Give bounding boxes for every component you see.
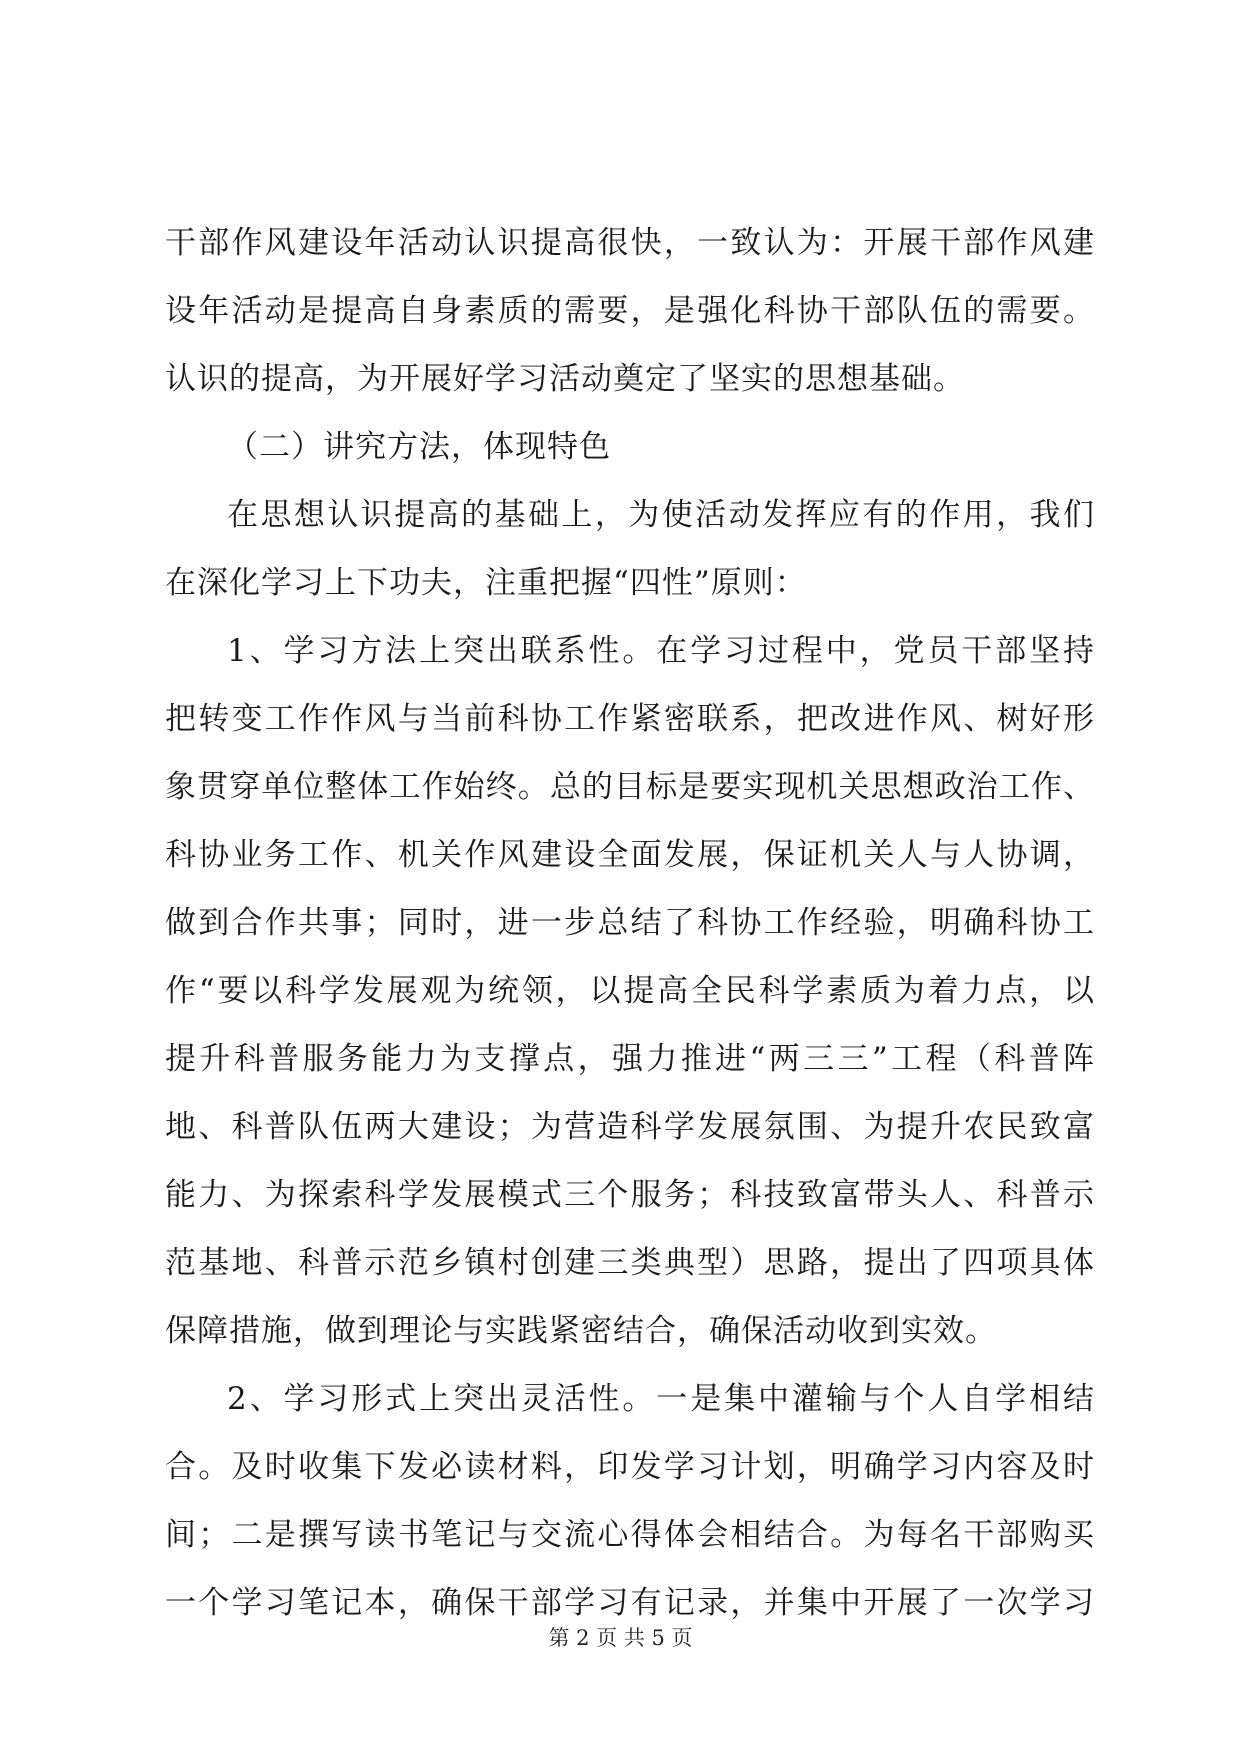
text-line: 地、科普队伍两大建设；为营造科学发展氛围、为提升农民致富 <box>165 1109 1095 1145</box>
text-line: （二）讲究方法，体现特色 <box>227 429 611 465</box>
text-line: 保障措施，做到理论与实践紧密结合，确保活动收到实效。 <box>165 1313 997 1349</box>
document-body <box>165 225 1095 1656</box>
text-line: 在深化学习上下功夫，注重把握“四性”原则： <box>165 565 807 601</box>
text-line: 作“要以科学发展观为统领，以提高全民科学素质为着力点，以 <box>165 973 1095 1009</box>
text-line: 设年活动是提高自身素质的需要，是强化科协干部队伍的需要。 <box>165 293 1095 329</box>
text-line: 提升科普服务能力为支撑点，强力推进“两三三”工程（科普阵 <box>165 1041 1095 1077</box>
text-line: 做到合作共事；同时，进一步总结了科协工作经验，明确科协工 <box>165 905 1095 941</box>
text-line: 一个学习笔记本，确保干部学习有记录，并集中开展了一次学习 <box>165 1585 1095 1621</box>
text-line: 在思想认识提高的基础上，为使活动发挥应有的作用，我们 <box>227 497 1095 533</box>
text-line: 干部作风建设年活动认识提高很快，一致认为：开展干部作风建 <box>165 225 1095 261</box>
text-line: 科协业务工作、机关作风建设全面发展，保证机关人与人协调， <box>165 837 1095 873</box>
page-footer: 第 2 页 共 5 页 <box>548 1626 693 1650</box>
text-line: 1、学习方法上突出联系性。在学习过程中，党员干部坚持 <box>227 633 1095 669</box>
text-line: 范基地、科普示范乡镇村创建三类典型）思路，提出了四项具体 <box>165 1245 1095 1281</box>
text-line: 2、学习形式上突出灵活性。一是集中灌输与个人自学相结 <box>227 1381 1095 1417</box>
text-line: 把转变工作作风与当前科协工作紧密联系，把改进作风、树好形 <box>165 701 1095 737</box>
text-line: 合。及时收集下发必读材料，印发学习计划，明确学习内容及时 <box>165 1449 1095 1485</box>
text-line: 能力、为探索科学发展模式三个服务；科技致富带头人、科普示 <box>165 1177 1095 1213</box>
text-line: 认识的提高，为开展好学习活动奠定了坚实的思想基础。 <box>165 361 965 397</box>
text-line: 象贯穿单位整体工作始终。总的目标是要实现机关思想政治工作、 <box>165 769 1095 805</box>
text-line: 间；二是撰写读书笔记与交流心得体会相结合。为每名干部购买 <box>165 1517 1095 1553</box>
